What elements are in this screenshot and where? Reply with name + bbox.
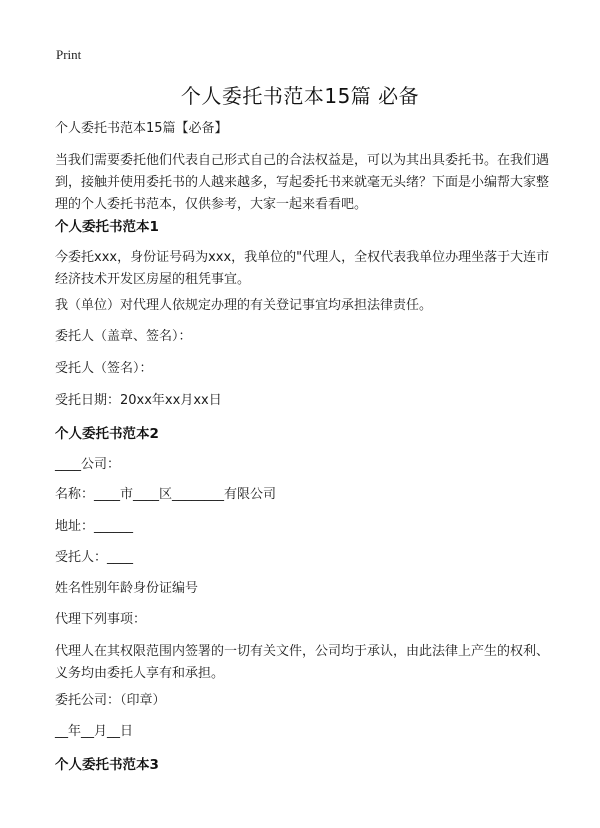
section-heading: 个人委托书范本1 [55,219,159,235]
intro-paragraph: 当我们需要委托他们代表自己形式自己的合法权益是，可以为其出具委托书。在我们遇到，接触并使用委托书的人越来越多，写起委托书来就毫无头绪？下面是小编帮大家整理的个人委托书范本，仅供参考，大家一起来看看吧。 [55,153,550,212]
section-paragraph: ____公司： [55,457,121,472]
document-subtitle: 个人委托书范本15篇【必备】 [55,121,228,136]
document-title: 个人委托书范本15篇 必备 [180,84,420,108]
section-paragraph: 我（单位）对代理人依规定办理的有关登记事宜均承担法律责任。 [55,298,433,313]
section-paragraph: 姓名性别年龄身份证编号 [55,581,199,596]
section-paragraph: 受托人：____ [55,550,134,565]
section-paragraph: 代理下列事项： [55,612,147,627]
section-heading: 个人委托书范本3 [55,757,159,773]
section-paragraph: 委托公司：（印章） [55,693,166,708]
section-paragraph: __年__月__日 [55,724,134,739]
section-paragraph: 地址：______ [55,519,134,534]
section-heading: 个人委托书范本2 [55,426,159,442]
section-paragraph: 受托日期：20xx年xx月xx日 [55,393,222,408]
section-paragraph: 名称：____市____区________有限公司 [55,487,277,502]
section-paragraph: 代理人在其权限范围内签署的一切有关文件，公司均于承认，由此法律上产生的权利、义务均由委托人享有和承担。 [55,644,550,681]
section-paragraph: 今委托xxx，身份证号码为xxx，我单位的"代理人，全权代表我单位办理坐落于大连市经济技术开发区房屋的租凭事宜。 [55,250,550,287]
section-paragraph: 委托人（盖章、签名）： [55,329,192,344]
print-link[interactable]: Print [56,47,82,62]
section-paragraph: 受托人（签名）： [55,361,153,376]
